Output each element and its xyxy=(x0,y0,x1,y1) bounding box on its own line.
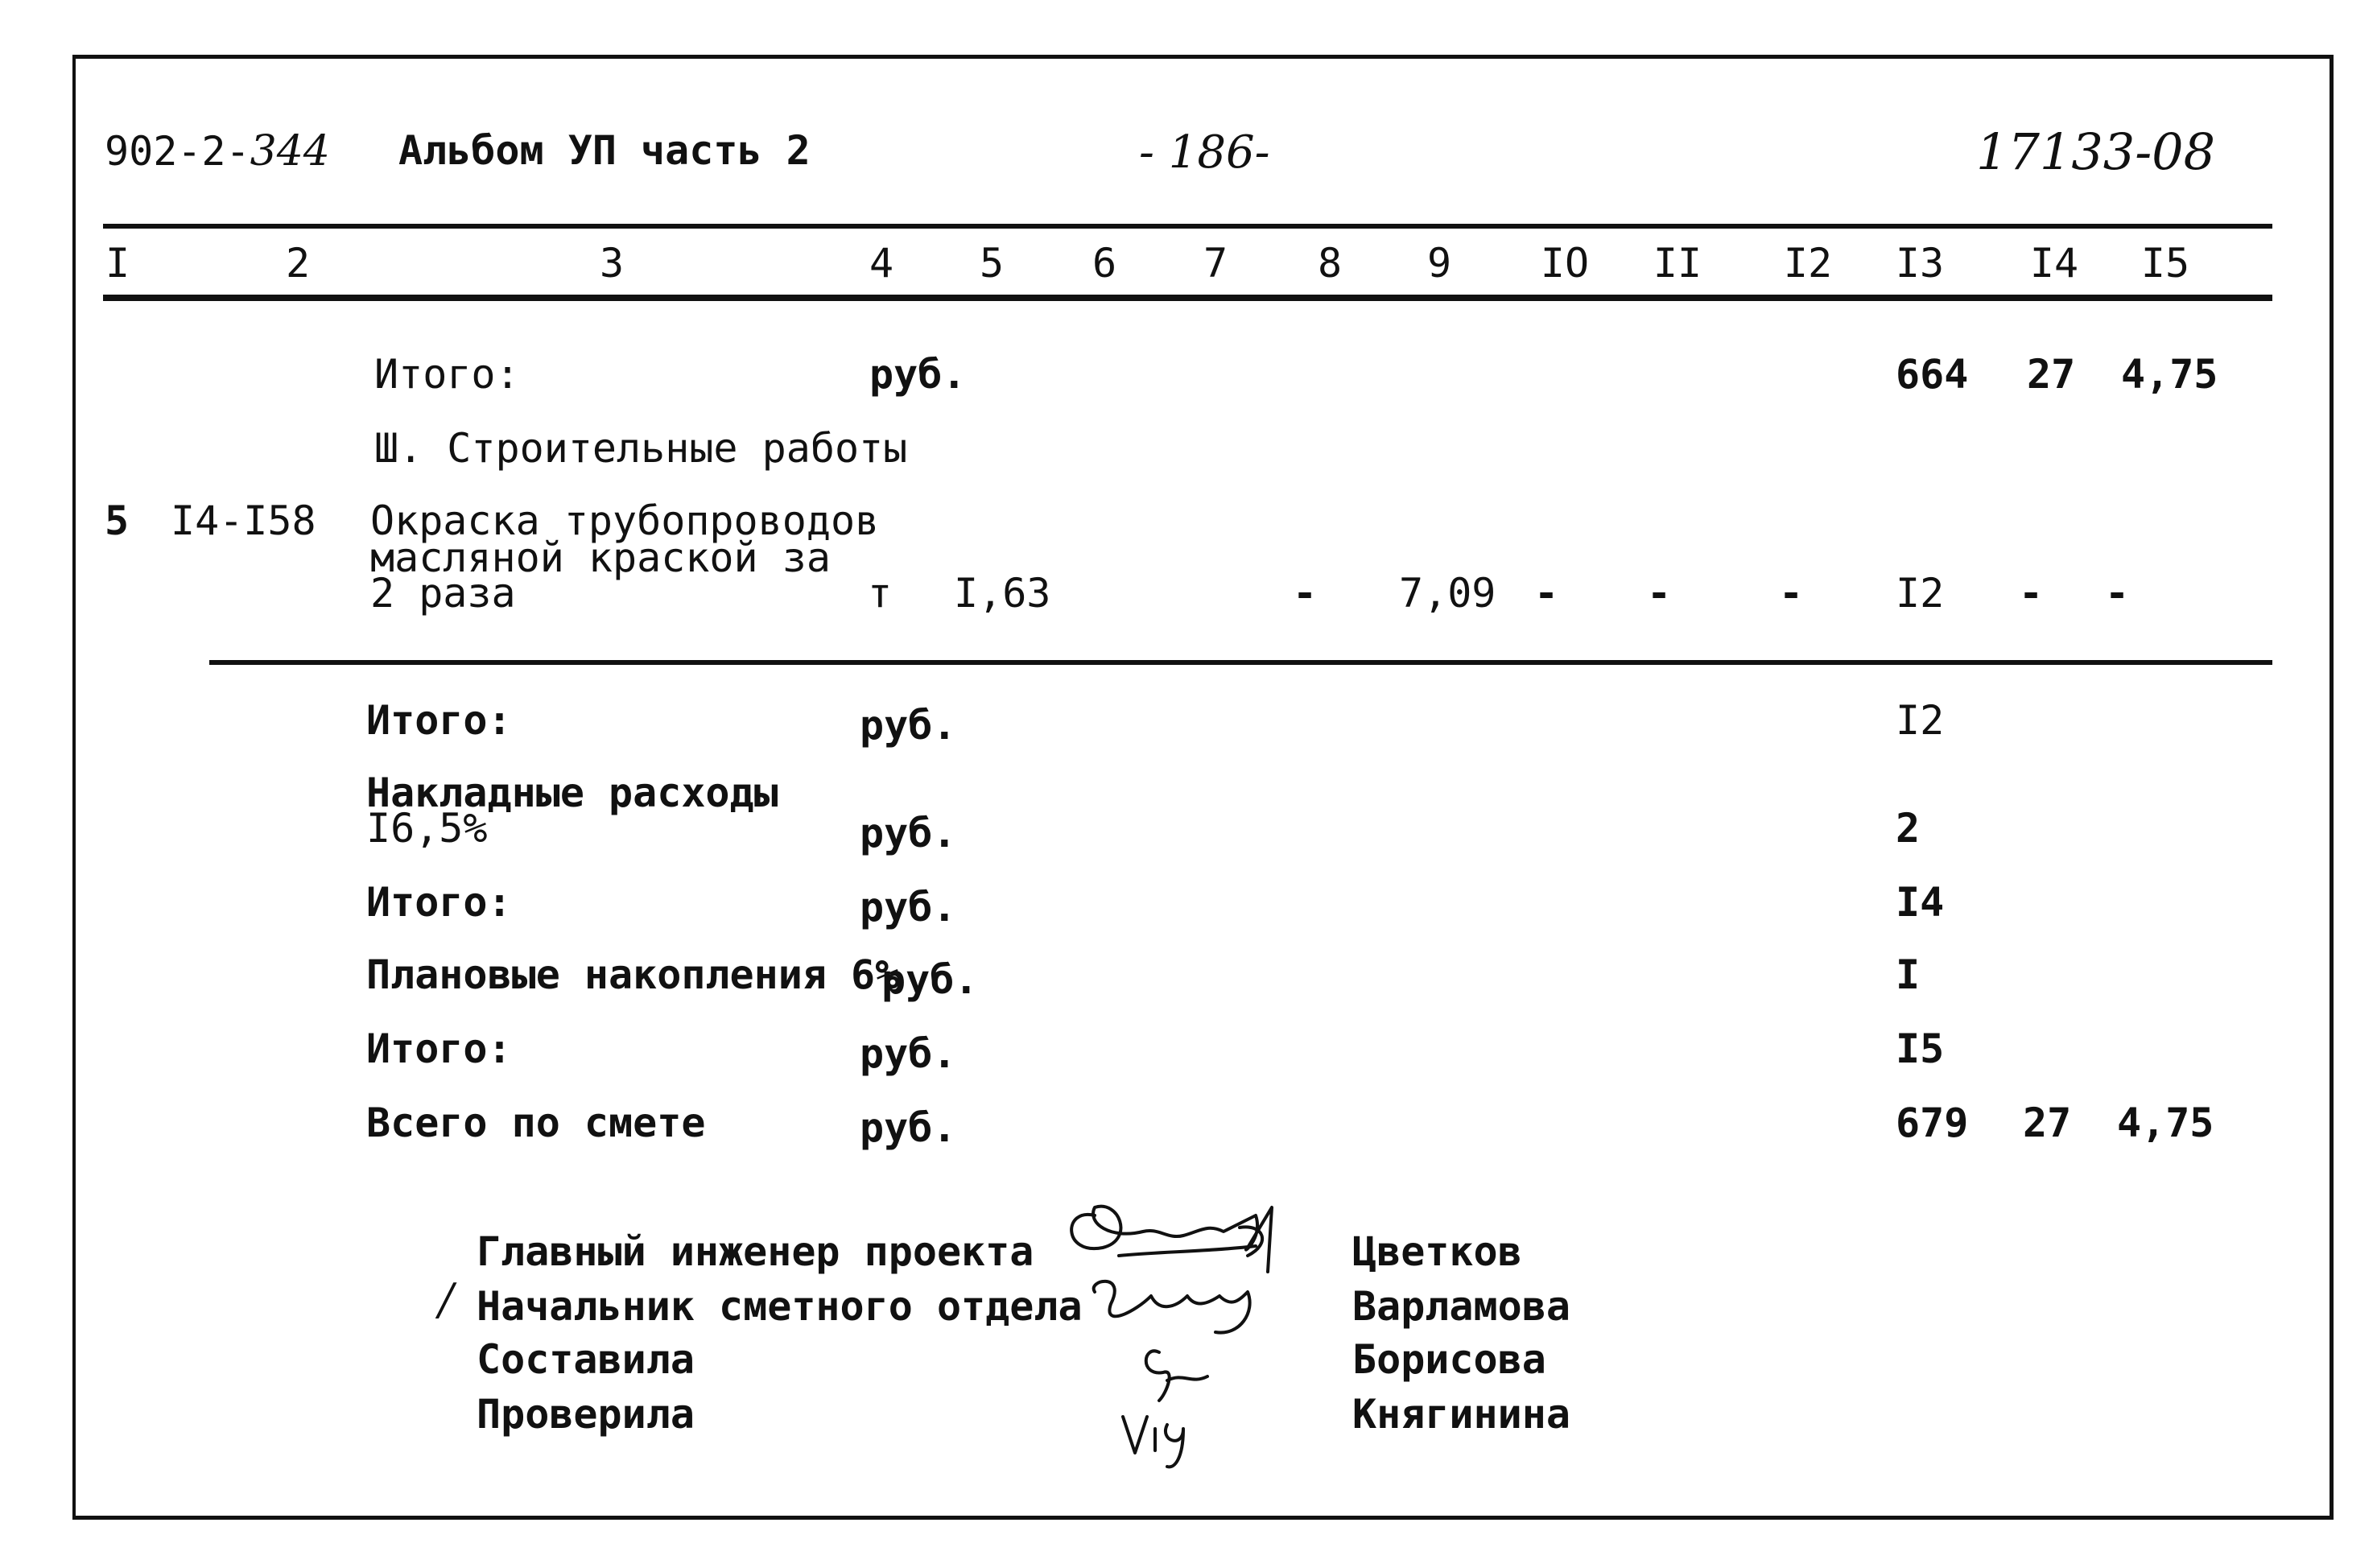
item-number: 5 xyxy=(105,497,130,544)
column-number: 3 xyxy=(599,240,625,287)
signature-compiled xyxy=(1146,1351,1207,1401)
summary-unit: руб. xyxy=(860,884,957,930)
column-number: 9 xyxy=(1426,240,1452,287)
summary-label: Итого: xyxy=(366,1025,512,1072)
summary-label: Итого: xyxy=(366,879,512,926)
summary-unit: руб. xyxy=(860,810,957,856)
signature-mark: / xyxy=(439,1274,454,1325)
column-number: I xyxy=(105,240,130,287)
item-col13: I2 xyxy=(1896,570,1945,617)
item-col9: 7,09 xyxy=(1399,570,1496,617)
item-col10: - xyxy=(1534,570,1559,617)
total-label: Итого: xyxy=(374,351,520,398)
summary-value: I4 xyxy=(1896,879,1945,926)
signature-checked xyxy=(1123,1417,1183,1467)
signature-role: Начальник сметного отдела xyxy=(477,1283,1083,1330)
column-number: 2 xyxy=(285,240,311,287)
total-col14: 27 xyxy=(2027,351,2076,398)
summary-value: 679 xyxy=(1896,1100,1969,1146)
item-description-line3: 2 раза xyxy=(370,570,516,617)
summary-value: I2 xyxy=(1896,697,1945,744)
signature-estimate-head xyxy=(1094,1281,1250,1333)
signature-chief-engineer xyxy=(1071,1207,1272,1272)
header-top-rule xyxy=(103,224,2272,229)
item-col15: - xyxy=(2105,570,2130,617)
column-number: I4 xyxy=(2029,240,2079,287)
project-code-prefix: 902-2- xyxy=(105,128,250,175)
section-title: Ш. Строительные работы xyxy=(374,425,908,472)
item-description-line2: масляной краской за xyxy=(370,534,831,581)
column-number: II xyxy=(1653,240,1702,287)
item-description-line1: Окраска трубопроводов xyxy=(370,497,880,544)
signature-role: Проверила xyxy=(477,1391,695,1438)
item-col8: - xyxy=(1293,570,1318,617)
album-title: Альбом УП часть 2 xyxy=(398,127,811,174)
signature-name: Цветков xyxy=(1352,1228,1522,1275)
summary-label: Плановые накопления 6% xyxy=(366,951,900,998)
project-code xyxy=(105,127,330,175)
summary-label: Накладные расходы xyxy=(366,770,778,816)
summary-label-rate: I6,5% xyxy=(366,805,488,852)
header-bottom-rule xyxy=(103,295,2272,301)
summary-unit: руб. xyxy=(881,956,979,1003)
handwritten-signatures xyxy=(1046,1151,1336,1473)
summary-unit: руб. xyxy=(860,1104,957,1151)
total-col15: 4,75 xyxy=(2121,351,2218,398)
page-number: - 186- xyxy=(1139,126,1270,179)
column-number: 4 xyxy=(869,240,894,287)
summary-value: I5 xyxy=(1896,1025,1945,1072)
summary-unit: руб. xyxy=(860,1030,957,1077)
summary-value: 2 xyxy=(1896,805,1921,852)
summary-col14: 27 xyxy=(2023,1100,2072,1146)
column-number: I2 xyxy=(1783,240,1833,287)
total-col13: 664 xyxy=(1896,351,1969,398)
signature-name: Борисова xyxy=(1352,1336,1546,1383)
item-quantity: I,63 xyxy=(954,570,1051,617)
column-number: 6 xyxy=(1092,240,1117,287)
summary-label: Всего по смете xyxy=(366,1100,706,1146)
summary-unit: руб. xyxy=(860,702,957,749)
column-number: 5 xyxy=(979,240,1005,287)
summary-col15: 4,75 xyxy=(2117,1100,2214,1146)
column-number: IO xyxy=(1540,240,1590,287)
column-number: 7 xyxy=(1203,240,1228,287)
total-unit: руб. xyxy=(869,351,967,398)
column-number: I5 xyxy=(2140,240,2190,287)
signature-chief-engineer-stroke xyxy=(1119,1246,1256,1256)
signature-name: Варламова xyxy=(1352,1283,1570,1330)
signature-role: Составила xyxy=(477,1336,695,1383)
summary-label: Итого: xyxy=(366,697,512,744)
item-unit: т xyxy=(868,570,893,617)
signature-role: Главный инженер проекта xyxy=(477,1228,1034,1275)
item-code: I4-I58 xyxy=(171,497,316,544)
column-number: I3 xyxy=(1895,240,1945,287)
signature-name: Княгинина xyxy=(1352,1391,1570,1438)
summary-value: I xyxy=(1896,951,1921,998)
item-col11: - xyxy=(1647,570,1672,617)
project-code-handwritten: 344 xyxy=(250,127,330,175)
item-separator-rule xyxy=(209,660,2272,665)
item-col12: - xyxy=(1779,570,1804,617)
column-number: 8 xyxy=(1317,240,1343,287)
document-number: 17133-08 xyxy=(1976,122,2216,181)
item-col14: - xyxy=(2019,570,2044,617)
